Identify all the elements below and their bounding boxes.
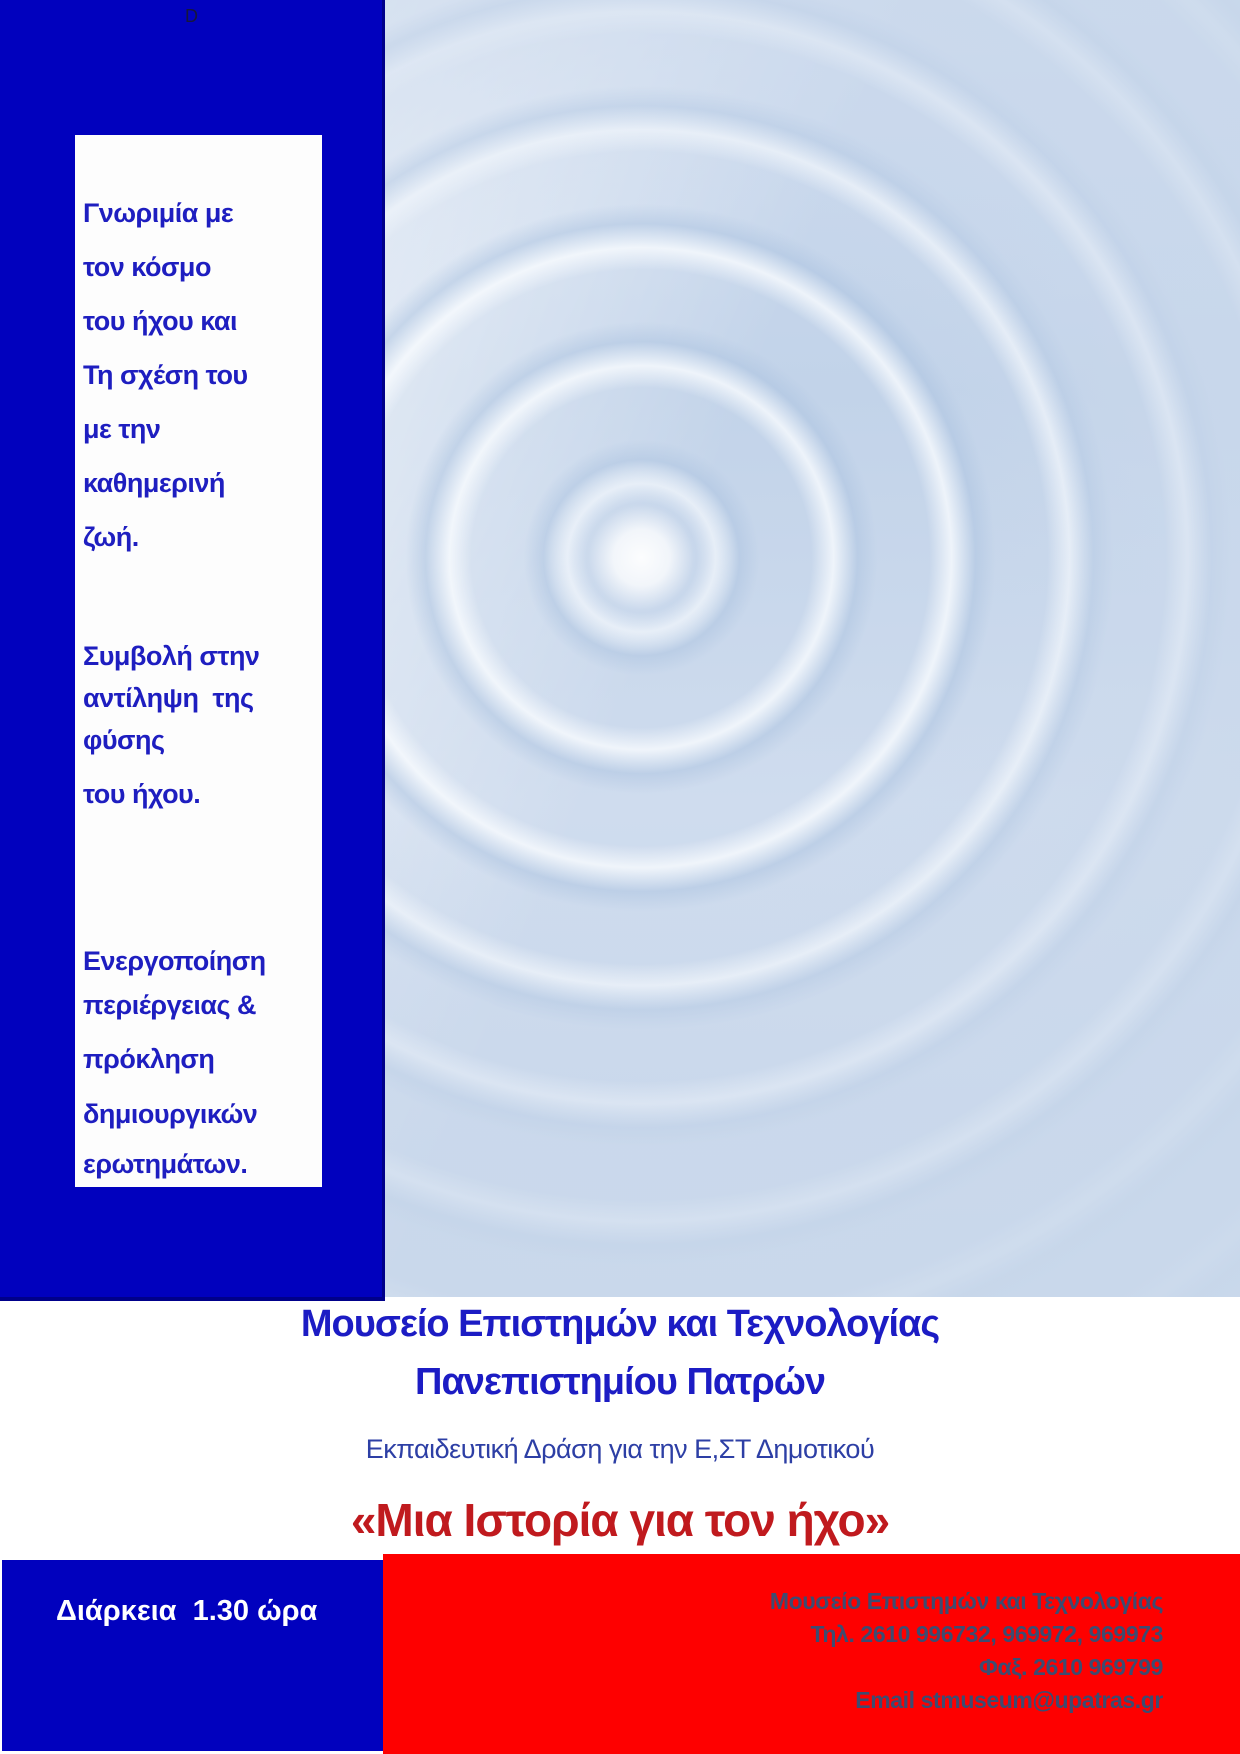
sidebar-paragraph — [83, 635, 318, 761]
contact-email: Email stmuseum@upatras.gr — [855, 1687, 1163, 1713]
sidebar-line: Γνωριμία με — [83, 198, 234, 228]
museum-title-line1: Μουσείο Επιστημών και Τεχνολογίας — [300, 1303, 940, 1345]
event-title: «Μια Ιστορία για τον ήχο» — [350, 1494, 890, 1546]
sidebar-line: περιέργειας & — [83, 990, 257, 1020]
sidebar-line: του ήχου. — [83, 779, 201, 809]
sidebar-paragraph — [83, 939, 318, 1027]
activity-subtitle: Εκπαιδευτική Δράση για την Ε,ΣΤ Δημοτικού — [365, 1434, 875, 1464]
sidebar-line: ερωτημάτων. — [83, 1149, 248, 1179]
sidebar-line: δημιουργικών — [83, 1099, 258, 1129]
sidebar-line: πρόκληση — [83, 1044, 215, 1074]
sidebar-paragraph — [83, 771, 318, 817]
contact-museum-name: Μουσείο Επιστημών και Τεχνολογίας — [769, 1588, 1163, 1614]
sidebar-line: Τη σχέση του — [83, 360, 248, 390]
contact-box — [383, 1554, 1240, 1754]
sidebar-paragraph — [83, 1033, 318, 1085]
sidebar-line: καθημερινή — [83, 468, 225, 498]
sidebar-line: ζωή. — [83, 522, 139, 552]
contact-fax: Φαξ. 2610 969799 — [979, 1654, 1163, 1680]
stray-character: D — [185, 6, 198, 26]
sidebar-line: αντίληψη της — [83, 683, 254, 713]
sidebar-paragraph — [83, 1141, 318, 1187]
sidebar-line: με την — [83, 414, 161, 444]
museum-title-line2: Πανεπιστημίου Πατρών — [415, 1361, 825, 1403]
sidebar-line: του ήχου και — [83, 306, 238, 336]
sidebar-line: φύσης — [83, 725, 165, 755]
contact-phone: Τηλ. 2610 996732, 969972, 969973 — [810, 1621, 1163, 1647]
sidebar-paragraph — [83, 186, 318, 564]
sidebar-line: Συμβολή στην — [83, 641, 260, 671]
blue-band-bottom-edge — [0, 1297, 385, 1301]
sidebar-text-box — [75, 135, 322, 1187]
duration-box — [2, 1560, 383, 1751]
sidebar-line: τον κόσμο — [83, 252, 211, 282]
sidebar-line: Ενεργοποίηση — [83, 946, 266, 976]
duration-text: Διάρκεια 1.30 ώρα — [56, 1595, 318, 1627]
sidebar-paragraph — [83, 1087, 318, 1141]
water-ripple-image — [385, 0, 1240, 1297]
